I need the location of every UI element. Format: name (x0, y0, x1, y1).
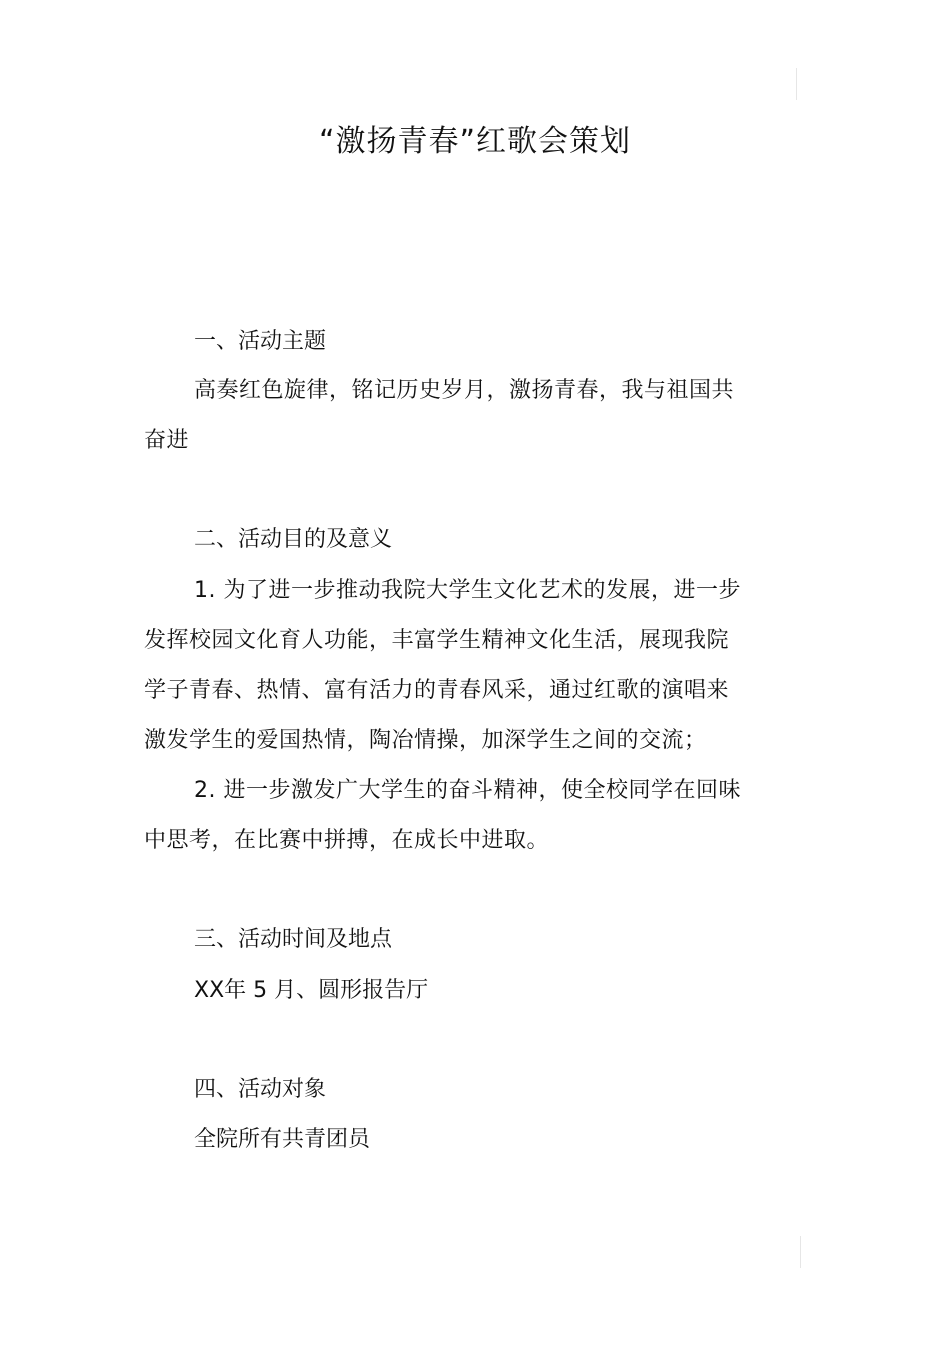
section-heading-theme: 一、活动主题 (194, 329, 327, 354)
section-body-theme: 高奏红色旋律，铭记历史岁月，激扬青春，我与祖国共奋进 (144, 378, 735, 453)
document-title: “激扬青春”红歌会策划 (318, 124, 632, 159)
page-corner-mark (800, 1236, 801, 1268)
section-body-audience: 全院所有共青团员 (194, 1127, 371, 1152)
page-corner-mark (796, 68, 797, 100)
purpose-item-2: 2. 进一步激发广大学生的奋斗精神，使全校同学在回味中思考，在比赛中拼搏，在成长中进取。 (144, 778, 741, 853)
section-heading-audience: 四、活动对象 (194, 1077, 327, 1102)
section-body-time-place: XX年 5 月、圆形报告厅 (194, 978, 429, 1003)
section-heading-purpose: 二、活动目的及意义 (194, 527, 393, 552)
purpose-item-1: 1. 为了进一步推动我院大学生文化艺术的发展，进一步发挥校园文化育人功能，丰富学生精神文化生活，展现我院学子青春、热情、富有活力的青春风采，通过红歌的演唱来激发学生的爱国热情，陶冶情操，加深学生之间的交流； (144, 578, 741, 753)
section-heading-time-place: 三、活动时间及地点 (194, 927, 393, 952)
